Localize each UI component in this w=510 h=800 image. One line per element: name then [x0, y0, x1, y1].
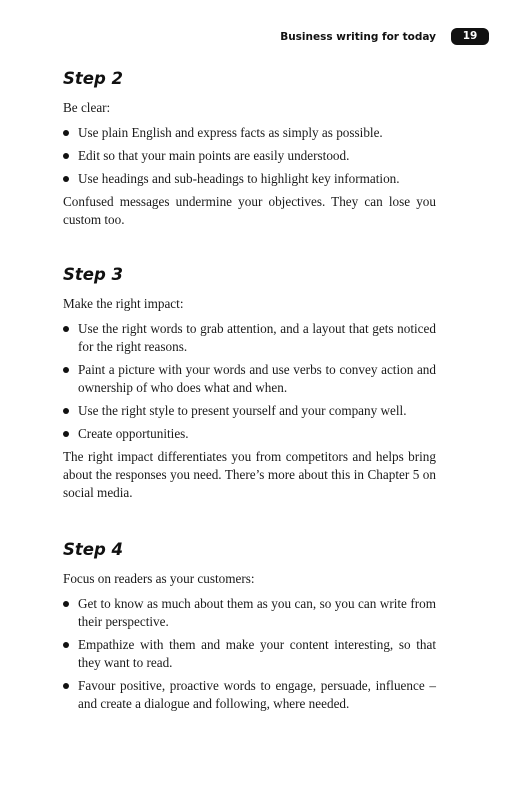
list-item [63, 425, 436, 443]
list-item [63, 636, 436, 672]
step-intro: Make the right impact: [63, 296, 184, 311]
bullet-icon [63, 683, 69, 689]
step-closing: Confused messages undermine your objectives. They can lose you custom too. [63, 194, 436, 227]
bullet-list [63, 595, 436, 713]
step-intro: Be clear: [63, 100, 111, 115]
list-item [63, 124, 436, 142]
bullet-icon [63, 130, 69, 136]
list-item-text: Create opportunities. [78, 426, 189, 441]
list-item [63, 170, 436, 188]
bullet-icon [63, 326, 69, 332]
running-title: Business writing for today [280, 31, 436, 43]
list-item [63, 595, 436, 631]
list-item [63, 402, 436, 420]
bullet-icon [63, 601, 69, 607]
list-item-text: Favour positive, proactive words to engage, persuade, influence – and create a dialogue and following, where needed. [78, 678, 436, 711]
bullet-icon [63, 176, 69, 182]
section-step-3 [63, 265, 436, 502]
bullet-list [63, 320, 436, 443]
bullet-icon [63, 367, 69, 373]
section-step-4 [63, 540, 436, 718]
list-item-text: Empathize with them and make your content interesting, so that they want to read. [78, 637, 436, 670]
bullet-icon [63, 408, 69, 414]
list-item [63, 147, 436, 165]
list-item-text: Use the right words to grab attention, and a layout that gets noticed for the right reasons. [78, 321, 436, 354]
list-item [63, 361, 436, 397]
bullet-icon [63, 431, 69, 437]
step-heading: Step 4 [63, 540, 123, 559]
running-head [63, 28, 489, 48]
list-item [63, 320, 436, 356]
list-item-text: Edit so that your main points are easily understood. [78, 148, 350, 163]
step-heading: Step 3 [63, 265, 123, 284]
bullet-icon [63, 642, 69, 648]
list-item-text: Get to know as much about them as you can, so you can write from their perspective. [78, 596, 436, 629]
bullet-list [63, 124, 436, 188]
step-heading: Step 2 [63, 69, 123, 88]
list-item [63, 677, 436, 713]
step-intro: Focus on readers as your customers: [63, 571, 255, 586]
list-item-text: Use the right style to present yourself and your company well. [78, 403, 407, 418]
list-item-text: Use plain English and express facts as simply as possible. [78, 125, 383, 140]
list-item-text: Use headings and sub-headings to highlight key information. [78, 171, 400, 186]
bullet-icon [63, 153, 69, 159]
step-closing: The right impact differentiates you from competitors and helps bring about the responses you need. There’s more about this in Chapter 5 on social media. [63, 449, 436, 500]
page-number-badge: 19 [451, 28, 489, 45]
section-step-2 [63, 69, 436, 229]
list-item-text: Paint a picture with your words and use verbs to convey action and ownership of who does what and when. [78, 362, 436, 395]
